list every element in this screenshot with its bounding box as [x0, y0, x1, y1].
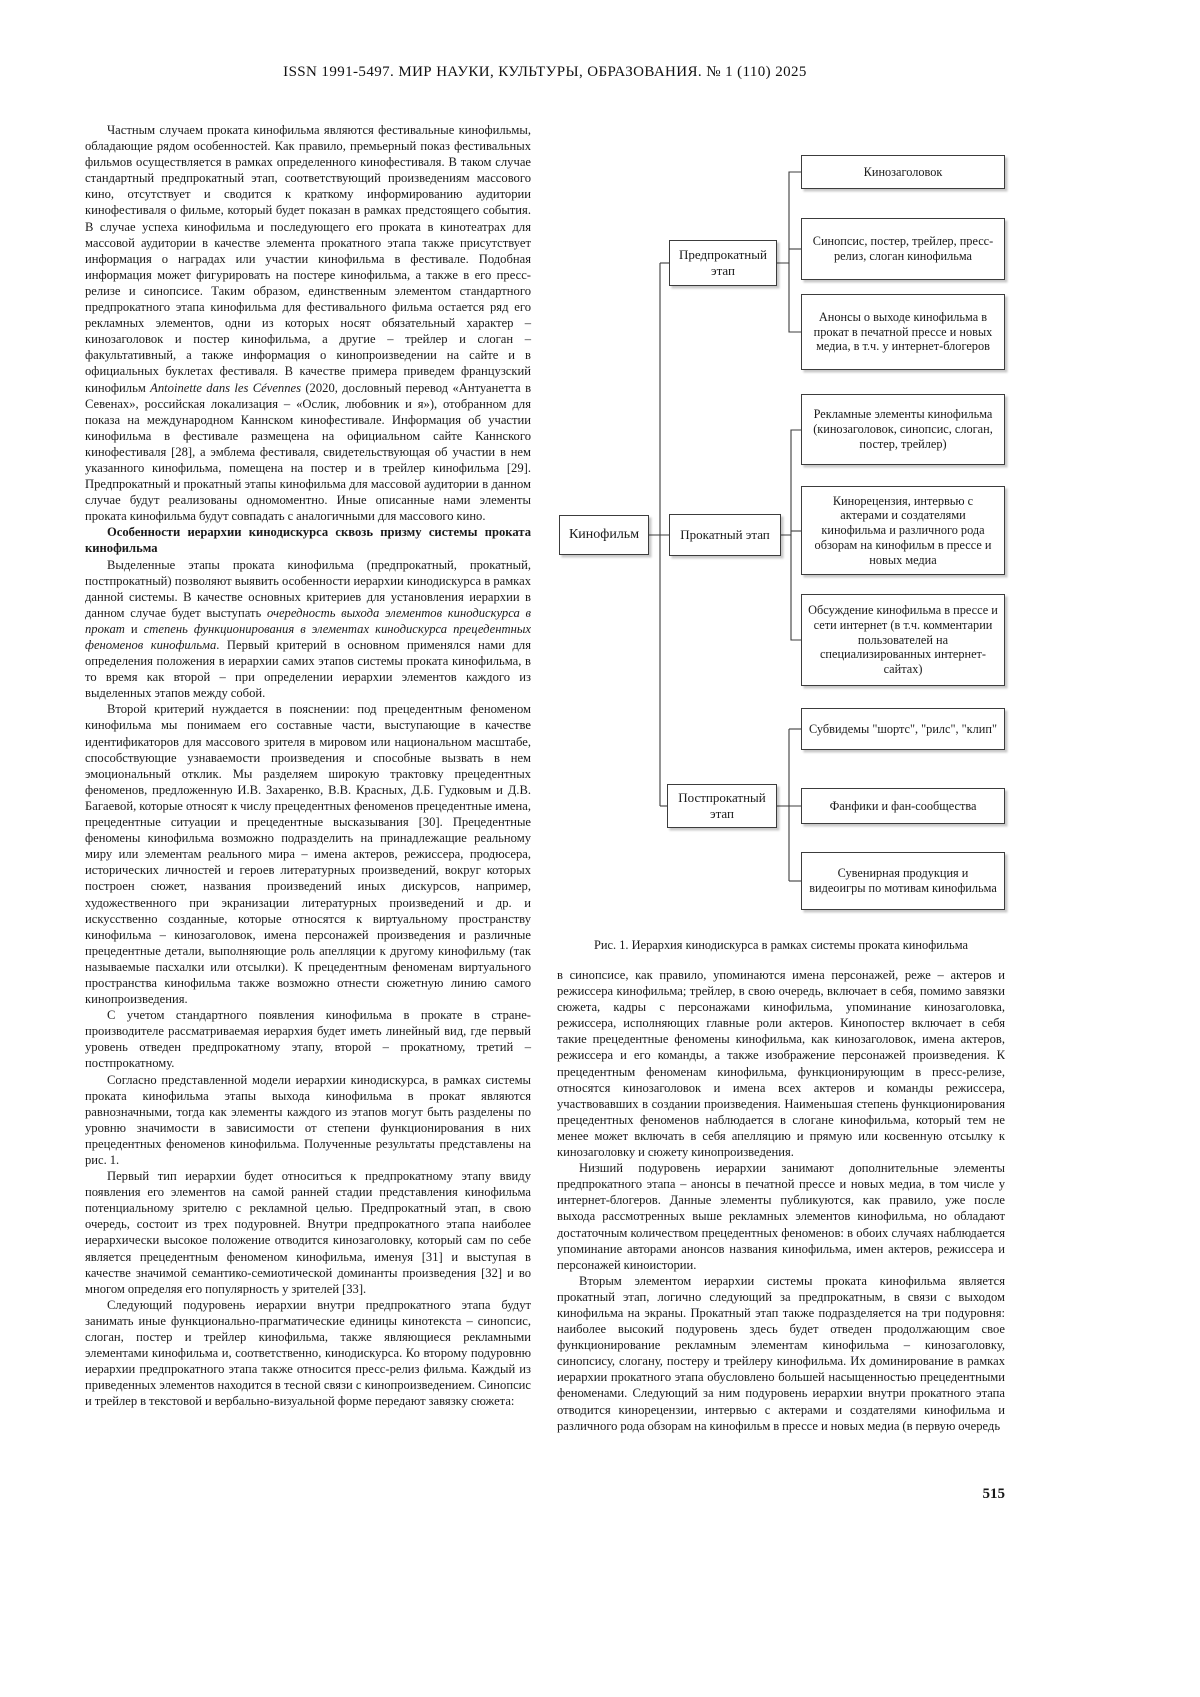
diagram-node-announces: Анонсы о выходе кинофильма в прокат в печатной прессе и новых медиа, в т.ч. у интернет-блогеров	[801, 294, 1005, 370]
diagram-node-ad-elements: Рекламные элементы кинофильма (кинозаголовок, синопсис, слоган, постер, трейлер)	[801, 394, 1005, 465]
paragraph: Согласно представленной модели иерархии кинодискурса, в рамках системы проката кинофильма этапы выхода кинофильма в прокат являются равнозначными, тогда как элементы каждого из этапов могут быть разделены по уровню значимости в зависимости от степени функционирования в них прецедентных феноменов кинофильма. Полученные результаты представлены на рис. 1.	[85, 1072, 531, 1167]
diagram-node-synopsis: Синопсис, постер, трейлер, пресс-релиз, слоган кинофильма	[801, 218, 1005, 280]
section-heading: Особенности иерархии кинодискурса сквозь призму системы проката кинофильма	[85, 525, 531, 556]
paragraph: Вторым элементом иерархии системы проката кинофильма является прокатный этап, логично следующий за предпрокатным, в связи с выходом кинофильма на экраны. Прокатный этап также подразделяется на три подуровня: наиболее высокий подуровень здесь будет отведен продолжающим свое функционирование рекламным элементам кинофильма – кинозаголовку, синопсису, слогану, постеру и трейлеру кинофильма. Их доминирование в рамках иерархии прокатного этапа обусловлено большей насыщенностью прецедентными феноменами. Следующий за ним подуровень иерархии внутри прокатного этапа отводится кинорецензии, интервью с актерами и создателями кинофильма и различного рода обзорам на кинофильм в прессе и новых медиа (в первую очередь	[557, 1273, 1005, 1433]
diagram-node-fanfics: Фанфики и фан-сообщества	[801, 788, 1005, 824]
paragraph: С учетом стандартного появления кинофильма в прокате в стране-производителе рассматриваемая иерархия будет иметь линейный вид, где первый уровень отведен предпрокатному этапу, второй – прокатному, третий – постпрокатному.	[85, 1008, 531, 1071]
paragraph: Следующий подуровень иерархии внутри предпрокатного этапа будут занимать иные функционально-прагматические единицы кинотекста – синопсис, слоган, постер и трейлер кинофильма, также являющиеся рекламными элементами кинофильма и, соответственно, кинодискурса. Ко второму подуровню иерархии предпрокатного этапа также относится пресс-релиз фильма. Каждый из приведенных элементов находится в тесной связи с кинопроизведением. Синопсис и трейлер в текстовой и вербально-визуальной форме передают завязку сюжета:	[85, 1297, 531, 1409]
diagram-node-film: Кинофильм	[559, 515, 649, 555]
diagram-node-stage-pre: Предпрокатный этап	[669, 240, 777, 286]
figure-caption: Рис. 1. Иерархия кинодискурса в рамках системы проката кинофильма	[594, 938, 968, 952]
paragraph: Частным случаем проката кинофильма являются фестивальные кинофильмы, обладающие рядом особенностей. Как правило, премьерный показ фестивальных фильмов осуществляется в рамках определенного кинофестиваля. В таком случае стандартный предпрокатный этап, соответствующий произведениям массового кино, отсутствует и сводится к краткому информированию аудитории кинофестиваля о фильме, который будет показан в рамках предстоящего события. В случае успеха кинофильма и последующего его проката в кинотеатрах для массовой аудитории в качестве элемента прокатного этапа также присутствует информация о наградах или участии кинофильма в фестивале. Подобная информация может фигурировать на постере кинофильма, а также в его пресс-релизе и синопсисе. Таким образом, единственным элементом стандартного предпрокатного этапа кинофильма для фестивального фильма остается ряд его рекламных элементов, одни из которых носят обязательный характер – кинозаголовок и постер кинофильма, а другие – трейлер и слоган – факультативный, а также информация о кинопроизведении на сайте и в официальных буклетах фестиваля. В качестве примера приведем французский кинофильм Antoinette dans les Cévennes (2020, дословный перевод «Антуанетта в Севенах», российская локализация – «Ослик, любовник и я»), отобранном для показа на международном Каннском кинофестивале. Информация об участии кинофильма в фестивале размещена на официальном сайте Каннского кинофестиваля [28], а эмблема фестиваля, свидетельствующая об участии в нем указанного кинофильма, помещена на постер и в трейлер кинофильма [29]. Предпрокатный и прокатный этапы кинофильма для массовой аудитории в данном случае будут реализованы одномоментно. Иные описанные нами элементы проката кинофильма будут совпадать с аналогичными для массового кино.	[85, 123, 532, 524]
figure-diagram	[557, 122, 1009, 922]
diagram-node-title: Кинозаголовок	[801, 155, 1005, 189]
paragraph: в синопсисе, как правило, упоминаются имена персонажей, реже – актеров и режиссера кинофильма; трейлер, в свою очередь, включает в себя, помимо завязки сюжета, кадры с персонажами кинофильма, упоминание кинозаголовка, режиссера, исполняющих главные роли актеров. Кинопостер включает в себя такие прецедентные феномены кинофильма, как кинозаголовок, имена актеров, режиссера и его команды, а также изображение персонажей произведения. К прецедентным феноменам кинофильма, функционирующим в пресс-релизе, относятся кинозаголовок и имена всех актеров и команды режиссера, участвовавших в создании произведения. Наименьшая степень функционирования прецедентных феноменов наблюдается в слогане кинофильма, который тем не менее может включать в себя апелляцию и прямую или косвенную отсылку к кинозаголовку и сюжету кинопроизведения.	[557, 968, 1005, 1160]
right-column	[557, 122, 1005, 1434]
paragraph: Первый тип иерархии будет относиться к предпрокатному этапу ввиду появления его элементов на самой ранней стадии представления кинофильма потенциальному зрителю с рекламной целью. Предпрокатный этап, в свою очередь, состоит из трех подуровней. Внутри предпрокатного этапа наиболее иерархически высокое положение отводится кинозаголовку, который сам по себе является прецедентным феноменом кинофильма, именуя [31] и выступая в качестве значимой семантико-семиотической доминанты произведения [32] и во многом определяя его популярность у зрителей [33].	[85, 1169, 531, 1296]
left-column	[85, 122, 531, 1410]
journal-header: ISSN 1991-5497. МИР НАУКИ, КУЛЬТУРЫ, ОБРАЗОВАНИЯ. № 1 (110) 2025	[283, 64, 807, 80]
diagram-node-stage-post: Постпрокатный этап	[667, 784, 777, 828]
paragraph: Низший подуровень иерархии занимают дополнительные элементы предпрокатного этапа – анонсы в печатной прессе и новых медиа, в том числе у интернет-блогеров. Данные элементы публикуются, как правило, уже после выхода рассмотренных выше рекламных элементов кинофильма, но обладают достаточным количеством прецедентных феноменов: в обоих случаях наблюдается упоминание авторами анонсов названия кинофильма, имен актеров, режиссера и персонажей киноистории.	[557, 1161, 1005, 1272]
diagram-node-shorts: Субвидемы "шортс", "рилс", "клип"	[801, 708, 1005, 750]
paragraph: Второй критерий нуждается в пояснении: под прецедентным феноменом кинофильма мы понимаем его составные части, выступающие в качестве идентификаторов для массового зрителя в мировом или национальном масштабе, способствующие узнаваемости произведения и способные вызвать в нем эмоциональный отклик. Мы разделяем широкую трактовку прецедентных феноменов, предложенную И.В. Захаренко, В.В. Красных, Д.Б. Гудковым и Д.В. Багаевой, которые относят к числу прецедентных феноменов прецедентные имена, прецедентные ситуации и прецедентные высказывания [30]. Прецедентные феномены кинофильма возможно подразделить на принадлежащие реальному миру или элементам реального мира – имена актеров, режиссера, продюсера, исторических личностей и героев литературных произведений, вокруг которых построен сюжет, названия произведений иных дискурсов, например, художественного при экранизации литературных произведений и др. и искусственно созданные, которые относятся к виртуальному пространству кинофильма – кинозаголовок, имена персонажей произведения и различные прецедентные детали, выполняющие роль апелляции к другому кинофильму (так называемые пасхалки или отсылки). К прецедентным феноменам виртуального пространства кинофильма также возможно отнести сюжетную линию самого кинопроизведения.	[85, 702, 531, 1007]
page-number: 515	[982, 1486, 1005, 1502]
diagram-node-discussion: Обсуждение кинофильма в прессе и сети интернет (в т.ч. комментарии пользователей на специализированных интернет-сайтах)	[801, 594, 1005, 686]
diagram-node-reviews: Кинорецензия, интервью с актерами и создателями кинофильма и различного рода обзорам на кинофильм в прессе и новых медиа	[801, 486, 1005, 575]
diagram-node-stage-release: Прокатный этап	[669, 514, 781, 556]
paragraph: Выделенные этапы проката кинофильма (предпрокатный, прокатный, постпрокатный) позволяют выявить особенности иерархии кинодискурса в рамках данной системы. В качестве основных критериев для установления иерархии в данном случае будет выступать очередность выхода элементов кинодискурса в прокат и степень функционирования в элементах кинодискурса прецедентных феноменов кинофильма. Первый критерий в основном применялся нами для определения положения в иерархии самих этапов системы проката кинофильма, в то время как второй – при определении иерархии элементов каждого из выделенных этапов между собой.	[85, 557, 531, 701]
diagram-node-merch: Сувенирная продукция и видеоигры по мотивам кинофильма	[801, 852, 1005, 910]
